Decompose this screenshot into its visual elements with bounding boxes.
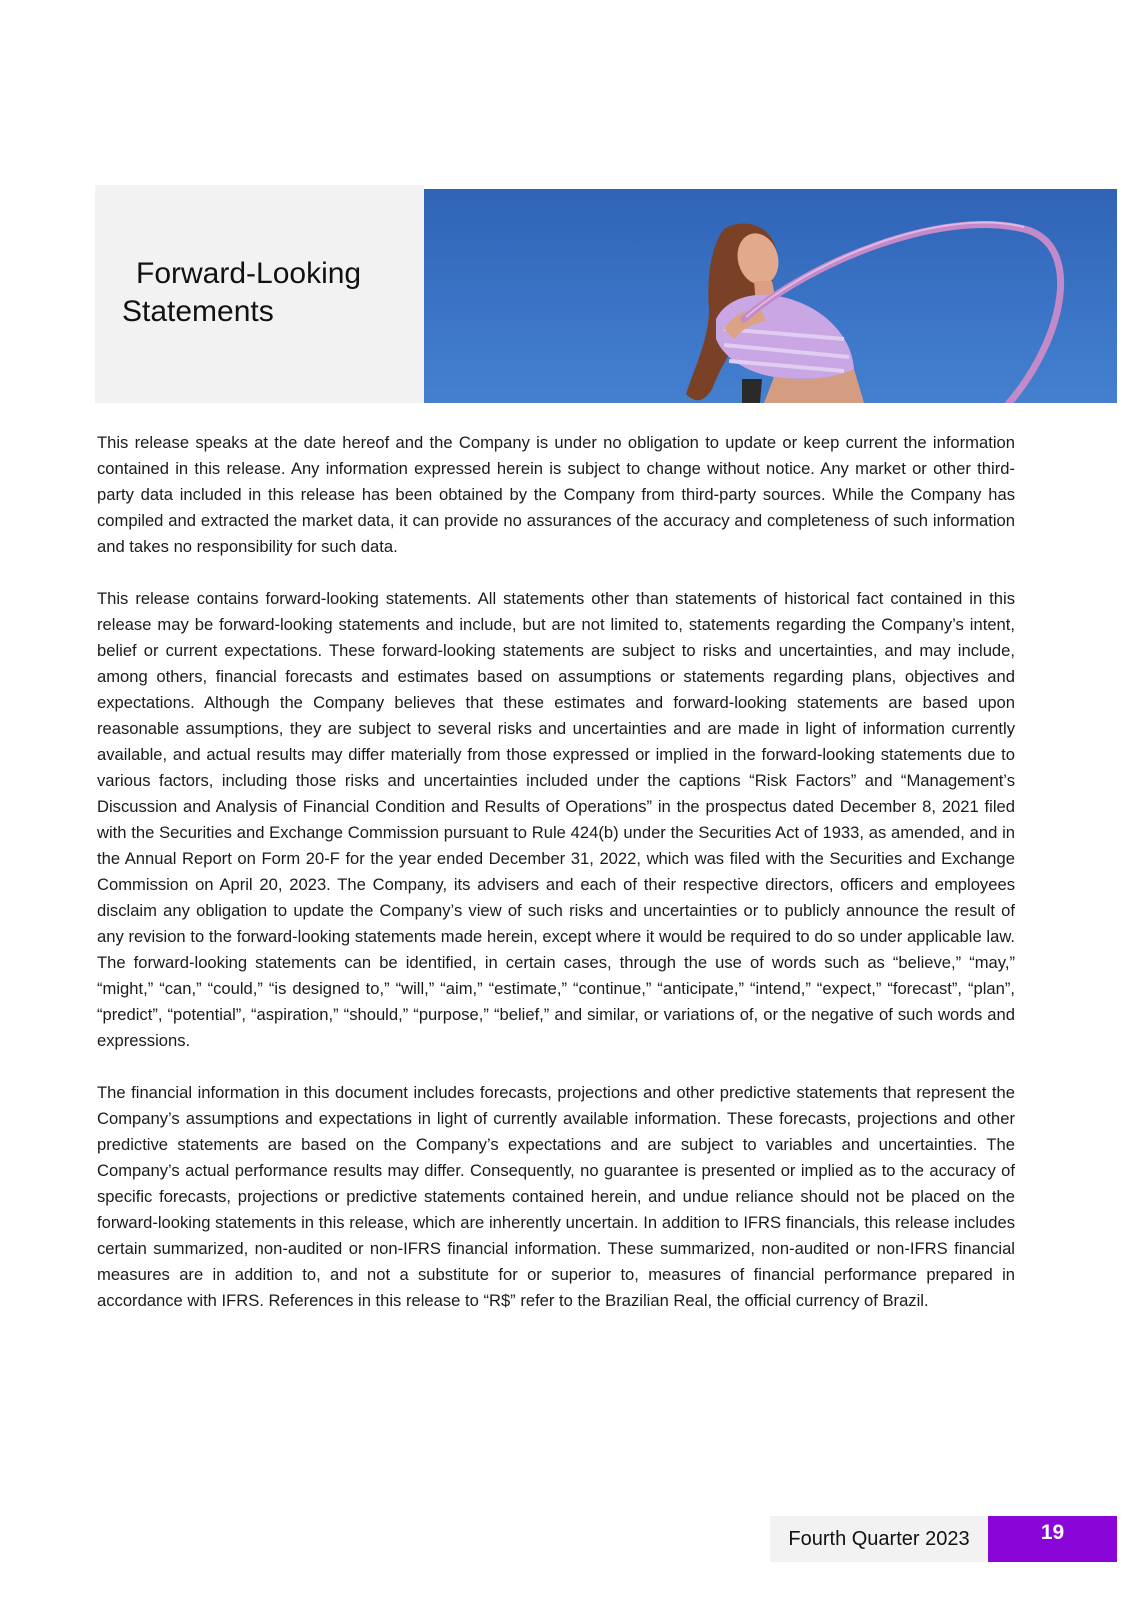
paragraph-financial-information: The financial information in this document includes forecasts, projections and other predictive statements that represent the Company’s assumptions and expectations in light of currently available information. These forecasts, projections and other predictive statements are based on the Company’s expectations and are subject to variables and uncertainties. The Company’s actual performance results may differ. Consequently, no guarantee is presented or implied as to the accuracy of specific forecasts, projections or predictive statements contained herein, and undue reliance should not be placed on the forward-looking statements in this release, which are inherently uncertain. In addition to IFRS financials, this release includes certain summarized, non-audited or non-IFRS financial information. These summarized, non-audited or non-IFRS financial measures are in addition to, and not a substitute for or superior to, measures of financial performance prepared in accordance with IFRS. References in this release to “R$” refer to the Brazilian Real, the official currency of Brazil. xyxy=(97,1083,1015,1310)
page-title-line-1: Forward-Looking xyxy=(136,257,362,290)
hero-photo xyxy=(424,189,1117,403)
page-title xyxy=(122,255,361,331)
header-band xyxy=(95,185,1117,403)
footer-page-number: 19 xyxy=(988,1516,1117,1562)
shorts-shape xyxy=(742,379,762,403)
title-panel xyxy=(95,185,424,403)
paragraph-forward-looking: This release contains forward-looking statements. All statements other than statements of historical fact contained in this release may be forward-looking statements and include, but are not limited to, statements regarding the Company’s intent, belief or current expectations. These forward-looking statements are subject to risks and uncertainties, and may include, among others, financial forecasts and estimates based on assumptions or statements regarding plans, objectives and expectations. Although the Company believes that these estimates and forward-looking statements are based upon reasonable assumptions, they are subject to several risks and uncertainties and are made in light of information currently available, and actual results may differ materially from those expressed or implied in the forward-looking statements due to various factors, including those risks and uncertainties included under the captions “Risk Factors” and “Management’s Discussion and Analysis of Financial Condition and Results of Operations” in the prospectus dated December 8, 2021 filed with the Securities and Exchange Commission pursuant to Rule 424(b) under the Securities Act of 1933, as amended, and in the Annual Report on Form 20-F for the year ended December 31, 2022, which was filed with the Securities and Exchange Commission on April 20, 2023. The Company, its advisers and each of their respective directors, officers and employees disclaim any obligation to update the Company’s view of such risks and uncertainties or to publicly announce the result of any revision to the forward-looking statements made herein, except where it would be required to do so under applicable law. The forward-looking statements can be identified, in certain cases, through the use of words such as “believe,” “may,” “might,” “can,” “could,” “is designed to,” “will,” “aim,” “estimate,” “continue,” “anticipate,” “intend,” “expect,” “forecast”, “plan”, “predict”, “potential”, “aspiration,” “should,” “purpose,” “belief,” and similar, or variations of, or the negative of such words and expressions. xyxy=(97,589,1015,1050)
body-text xyxy=(97,430,1015,1340)
hula-hoop-girl-illustration xyxy=(424,189,1117,403)
footer-quarter-label: Fourth Quarter 2023 xyxy=(770,1516,988,1562)
paragraph-disclaimer: This release speaks at the date hereof and the Company is under no obligation to update or keep current the information contained in this release. Any information expressed herein is subject to change without notice. Any market or other third-party data included in this release has been obtained by the Company from third-party sources. While the Company has compiled and extracted the market data, it can provide no assurances of the accuracy and completeness of such information and takes no responsibility for such data. xyxy=(97,433,1015,556)
page-title-line-2: Statements xyxy=(122,295,274,328)
